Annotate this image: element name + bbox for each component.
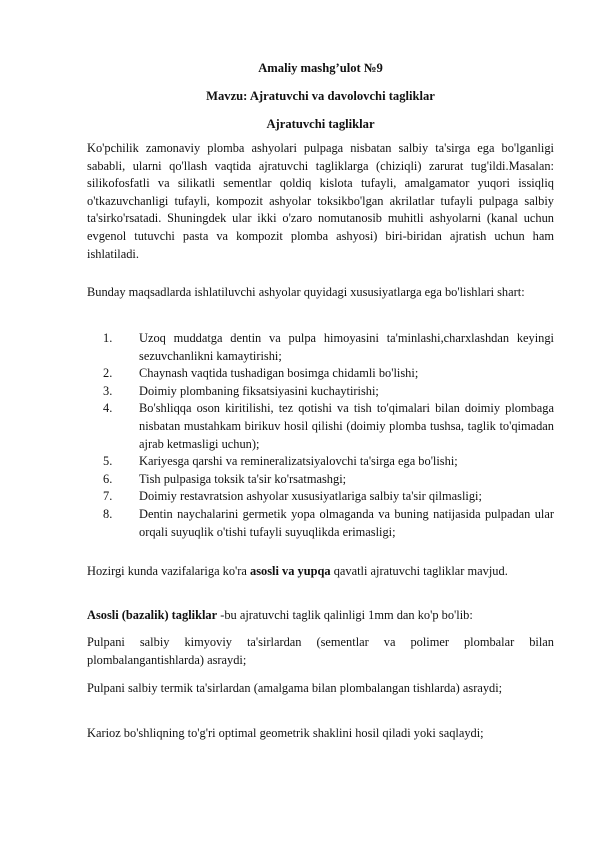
list-item <box>87 383 554 401</box>
base-linings-term: Asosli (bazalik) tagliklar <box>87 608 218 622</box>
list-item <box>87 453 554 471</box>
list-item-text: Dentin naychalarini germetik yopa olmaganda va buning natijasida pulpadan ular orqali suyuqlik o'tishi tufayli suyuqlikda erimasligi; <box>139 506 554 539</box>
list-number: 5. <box>103 454 113 469</box>
intro-paragraph: Ko'pchilik zamonaviy plomba ashyolari pulpaga nisbatan salbiy ta'sirga ega bo'lganligi sababli, ularni qo'llash vaqtida ajratuvchi tagliklarga (chiziqli) zarurat tug'ildi.Masalan: silikofosfatli va silikatli sementlar qoldiq kislota tufayli, amalgamator yuqori issiqliq o'tkazuvchanligi tufayli, kompozit ashyolar toksikbo'lgan akrilatlar tufayli pulpaga salbiy ta'sirko'rsatadi. Shuningdek ular ikki o'zaro nomutanosib muhitli ashyolarni (kanal uchun evgenol tutuvchi pasta va kompozit plomba ashyosi) biri-biridan ajratish uchun ham ishlatiladi. <box>87 141 554 261</box>
list-item <box>87 488 554 506</box>
list-item <box>87 400 554 453</box>
list-item <box>87 330 554 365</box>
types-text-end: qavatli ajratuvchi tagliklar mavjud. <box>330 564 508 578</box>
list-item <box>87 365 554 383</box>
chemical-protection-paragraph: Pulpani salbiy kimyoviy ta'sirlardan (sementlar va polimer plombalar bilan plombalangantishlarda) asraydi; <box>87 635 554 667</box>
list-number: 3. <box>103 383 113 398</box>
types-bold-text: asosli va yupqa <box>250 564 331 578</box>
list-number: 7. <box>103 489 113 504</box>
list-item <box>87 506 554 541</box>
list-number: 8. <box>103 506 113 521</box>
list-item <box>87 471 554 489</box>
base-linings-definition: -bu ajratuvchi taglik qalinligi 1mm dan ko'p bo'lib: <box>217 608 473 622</box>
requirements-paragraph: Bunday maqsadlarda ishlatiluvchi ashyolar quyidagi xususiyatlarga ega bo'lishlari shart: <box>87 285 525 299</box>
list-item-text: Bo'shliqqa oson kiritilishi, tez qotishi va tish to'qimalari bilan doimiy plombaga nisbatan mustahkam birikuv hosil qilishi (doimiy plomba tushsa, taglik to'qimadan ajrab ketmasligi uchun); <box>139 401 554 451</box>
types-paragraph <box>87 563 554 581</box>
list-item-text: Doimiy restavratsion ashyolar xususiyatlariga salbiy ta'sir qilmasligi; <box>139 489 482 504</box>
list-number: 2. <box>103 366 113 381</box>
list-item-text: Uzoq muddatga dentin va pulpa himoyasini ta'minlashi,charxlashdan keyingi sezuvchanlikni kamaytirishi; <box>139 331 554 363</box>
list-number: 4. <box>103 401 113 416</box>
list-item-text: Kariyesga qarshi va remineralizatsiyalovchi ta'sirga ega bo'lishi; <box>139 454 458 469</box>
topic-title: Mavzu: Ajratuvchi va davolovchi tagliklar <box>206 89 435 103</box>
thermal-protection-paragraph: Pulpani salbiy termik ta'sirlardan (amalgama bilan plombalangan tishlarda) asraydi; <box>87 681 503 695</box>
base-linings-paragraph <box>87 607 554 625</box>
types-text-start: Hozirgi kunda vazifalariga ko'ra <box>87 564 251 578</box>
list-number: 6. <box>103 471 113 486</box>
list-item-text: Doimiy plombaning fiksatsiyasini kuchaytirishi; <box>139 383 379 398</box>
list-item-text: Chaynash vaqtida tushadigan bosimga chidamli bo'lishi; <box>139 366 419 381</box>
practical-lesson-title: Amaliy mashg’ulot №9 <box>258 61 383 75</box>
list-item-text: Tish pulpasiga toksik ta'sir ko'rsatmashgi; <box>139 471 347 486</box>
geometry-paragraph: Karioz bo'shliqning to'g'ri optimal geometrik shaklini hosil qiladi yoki saqlaydi; <box>87 726 484 740</box>
requirements-list <box>87 330 554 541</box>
section-title: Ajratuvchi tagliklar <box>266 117 375 131</box>
list-number: 1. <box>103 331 113 345</box>
